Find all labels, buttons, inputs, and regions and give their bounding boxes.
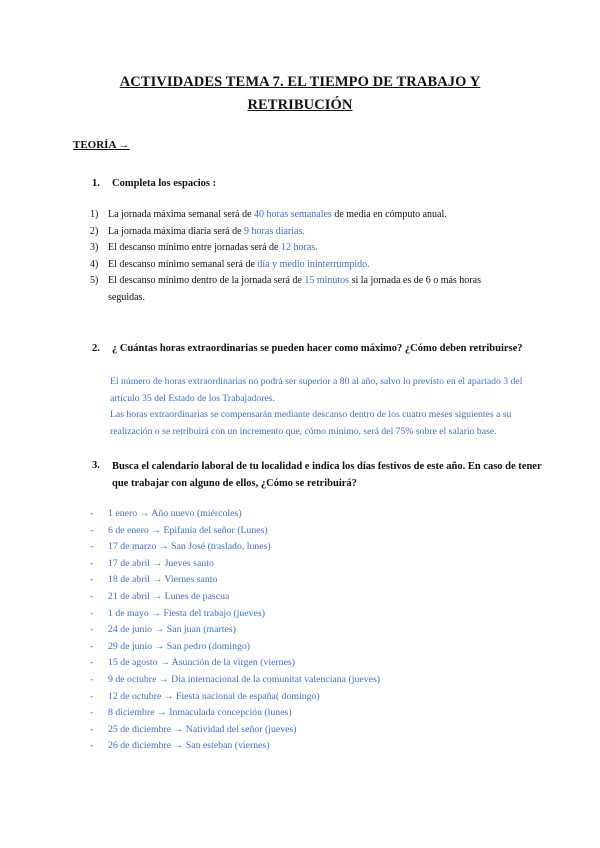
bullet: - [90, 740, 94, 752]
list-item-text: El descanso mínimo dentro de la jornada será de [108, 275, 305, 286]
bullet: - [90, 574, 94, 586]
holiday-text: 25 de diciembre → Natividad del señor (jueves) [108, 723, 297, 735]
section-label-teoria: TEORÍA → [73, 139, 130, 151]
holiday-text: 24 de junio → San juan (martes) [108, 624, 236, 636]
answer-text: día y medio ininterrumpido. [257, 258, 370, 270]
bullet: - [90, 640, 94, 652]
bullet: - [90, 673, 94, 685]
bullet: - [90, 508, 94, 519]
document-title-line1: ACTIVIDADES TEMA 7. EL TIEMPO DE TRABAJO Y [119, 74, 481, 90]
holiday-text: 17 de marzo → San José (traslado, lunes) [108, 541, 271, 553]
holiday-text: 26 de diciembre → San esteban (viernes) [108, 740, 270, 752]
bullet: - [90, 524, 94, 536]
document-title-line2: RETRIBUCIÓN [247, 97, 353, 113]
question-number: 1. [92, 178, 100, 189]
holiday-text: 15 de agosto → Asunción de la virgen (viernes) [108, 657, 296, 669]
holiday-text: 29 de junio → San pedro (domingo) [108, 640, 251, 652]
list-item-text: El descanso mínimo semanal será de [108, 258, 258, 270]
bullet: - [90, 723, 94, 735]
bullet: - [90, 557, 94, 569]
holiday-text: 8 diciembre → Inmaculada concepción (lunes) [108, 707, 292, 719]
bullet: - [90, 541, 94, 553]
question-2-answer [110, 374, 530, 440]
list-item-text: La jornada máxima diaria será de [108, 225, 245, 237]
bullet: - [90, 624, 94, 636]
list-item-number: 2) [90, 225, 99, 237]
bullet: - [90, 607, 94, 619]
question-text: Busca el calendario laboral de tu localidad e indica los días festivos de este año. En caso de tener que trabajar con alguno de ellos, ¿Cómo se retribuirá? [112, 461, 542, 489]
question-number: 2. [92, 343, 100, 354]
holiday-text: 1 enero → Año nuevo (miércoles) [108, 508, 242, 519]
holiday-text: 6 de enero → Epifanía del señor (Lunes) [108, 524, 268, 536]
bullet: - [90, 690, 94, 702]
list-item-text: La jornada máxima semanal será de [108, 209, 255, 220]
list-item-text-after: de media en cómputo anual. [331, 209, 447, 220]
question-text: ¿ Cuántas horas extraordinarias se pueden hacer como máximo? ¿Cómo deben retribuirse? [112, 343, 523, 354]
answer-text: 9 horas diarias. [244, 225, 305, 237]
holiday-text: 18 de abril → Viernes santo [108, 574, 218, 586]
holiday-text: 17 de abril → Jueves santo [108, 557, 214, 569]
answer-text: 40 horas semanales [254, 209, 332, 220]
list-item-text: El descanso mínimo entre jornadas será de [108, 242, 281, 253]
answer-text: 12 horas. [281, 242, 318, 253]
list-item-number: 5) [90, 275, 99, 286]
holiday-text: 9 de octubre → Dia internacional de la comunitat valenciana (jueves) [108, 673, 381, 685]
answer-paragraph: El número de horas extraordinarias no podrá ser superior a 80 al año, salvo lo previsto en el apartado 3 del artículo 35 del Estado de los Trabajadores. [110, 376, 523, 404]
bullet: - [90, 590, 94, 602]
list-item-number: 4) [90, 258, 99, 270]
answer-text: 15 minutos [304, 275, 350, 286]
question-number: 3. [92, 460, 100, 471]
list-item-number: 1) [90, 209, 99, 220]
bullet: - [90, 657, 94, 669]
list-item-text-after: si la jornada es de 6 o más horas seguidas. [108, 275, 481, 303]
bullet: - [90, 707, 94, 719]
holiday-text: 21 de abril → Lunes de pascua [108, 590, 230, 602]
question-text: Completa los espacios : [112, 178, 217, 189]
holiday-text: 12 de octubre → Fiesta nacional de españa( domingo) [108, 690, 320, 702]
answer-paragraph: Las horas extraordinarias se compensarán mediante descanso dentro de los cuatro meses siguientes a su realización o se retribuirá con un incremento que, cómo mínimo, será del 75% sobre el salario base. [110, 409, 512, 437]
holiday-text: 1 de mayo → Fiesta del trabajo (jueves) [108, 607, 265, 619]
list-item-number: 3) [90, 242, 99, 253]
